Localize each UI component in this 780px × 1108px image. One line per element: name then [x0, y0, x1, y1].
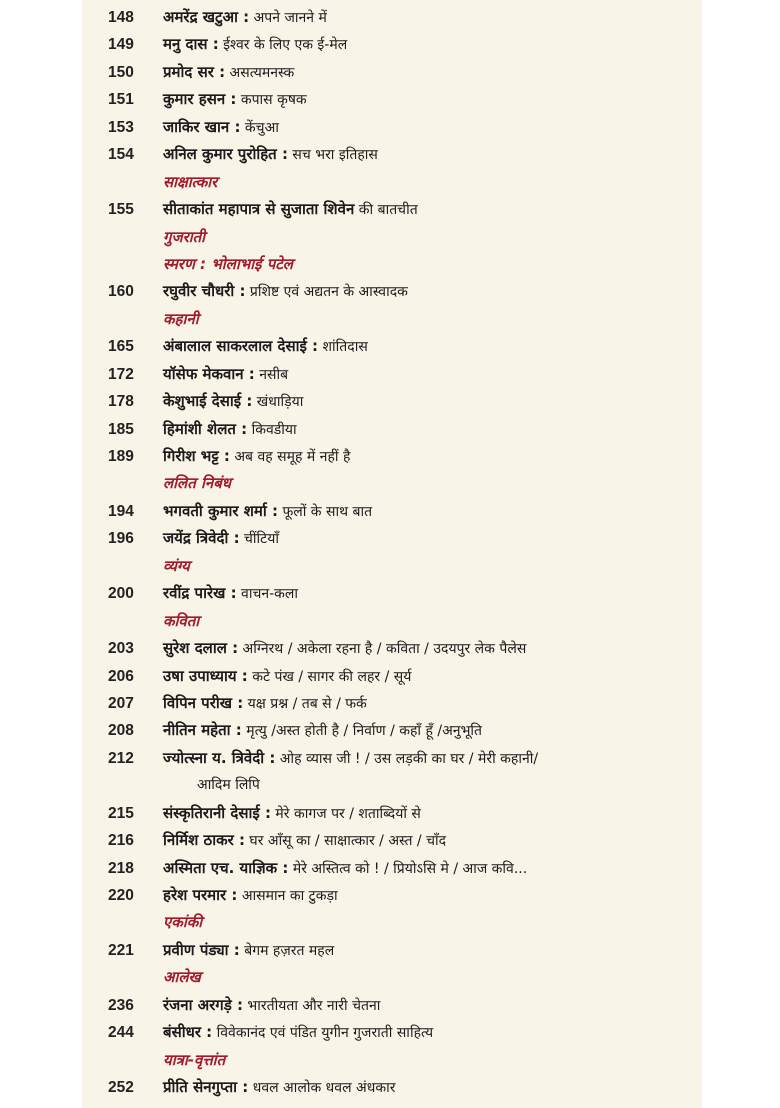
- work-title: ओह व्यास जी ! / उस लड़की का घर / मेरी कहानी/: [275, 750, 539, 767]
- toc-entry: [82, 635, 702, 662]
- work-title: केंचुआ: [240, 119, 279, 136]
- section-label: ललित निबंध: [163, 474, 231, 493]
- page-number: 155: [108, 201, 134, 219]
- author-name: प्रमोद सर :: [163, 62, 226, 81]
- page-number: 150: [108, 63, 134, 81]
- author-name: उषा उपाध्याय :: [163, 666, 248, 685]
- work-title: अब वह समूह में नहीं है: [229, 449, 351, 465]
- toc-entry: [82, 278, 702, 305]
- toc-entry: [82, 388, 702, 415]
- section-label: आलेख: [163, 968, 201, 987]
- toc-entry: [82, 663, 702, 690]
- entry-text: [163, 361, 288, 389]
- work-title: धवल आलोक धवल अंधकार: [248, 1080, 396, 1097]
- page-number: 212: [108, 749, 134, 767]
- toc-entry: [82, 59, 702, 86]
- page-number: 244: [108, 1024, 134, 1042]
- work-title: भारतीयता और नारी चेतना: [242, 997, 381, 1014]
- author-name: हिमांशी शेलत :: [163, 419, 248, 438]
- toc-entry: [82, 86, 702, 113]
- toc-entry-continuation: [82, 772, 702, 799]
- work-title: आसमान का टुकड़ा: [237, 888, 338, 904]
- section-label: कविता: [163, 611, 200, 630]
- entry-text: [163, 882, 338, 910]
- entry-text: [163, 525, 279, 553]
- toc-entry: [82, 416, 702, 443]
- work-title: कपास कृषक: [236, 92, 307, 109]
- toc-entry: [82, 717, 702, 744]
- work-title: विवेकानंद एवं पंडित युगीन गुजराती साहित्य: [212, 1025, 434, 1042]
- entry-text: [163, 580, 298, 608]
- work-title: सच भरा इतिहास: [287, 147, 378, 164]
- section-heading: [82, 553, 702, 580]
- author-name: संस्कृतिरानी देसाई :: [163, 803, 271, 822]
- work-title: कटे पंख / सागर की लहर / सूर्य: [247, 668, 412, 685]
- author-name: भगवती कुमार शर्मा :: [163, 501, 278, 520]
- section-heading: [82, 909, 702, 936]
- section-label: कहानी: [163, 309, 199, 328]
- work-title: ईश्वर के लिए एक ई-मेल: [218, 37, 348, 54]
- entry-text: [163, 196, 418, 224]
- page-number: 216: [108, 832, 134, 850]
- toc-entry: [82, 882, 702, 909]
- page-number: 165: [108, 338, 134, 356]
- author-name: गिरीश भट्ट :: [163, 447, 230, 465]
- entry-text: [163, 690, 367, 718]
- section-heading: [82, 1047, 702, 1074]
- page-number: 196: [108, 530, 134, 548]
- author-name: रवींद्र पारेख :: [163, 584, 237, 603]
- section-label: एकांकी: [163, 913, 203, 932]
- work-title: अग्निरथ / अकेला रहना है / कविता / उदयपुर लेक पैलेस: [238, 641, 527, 658]
- page-number: 236: [108, 996, 134, 1014]
- work-title: प्रशिष्ट एवं अद्यतन के आस्वादक: [245, 284, 408, 301]
- toc-entry: [82, 525, 702, 552]
- book-page: [82, 0, 702, 1108]
- work-title: अपने जानने में: [249, 10, 327, 26]
- page-number: 153: [108, 118, 134, 136]
- work-title: खंधाड़िया: [252, 394, 304, 411]
- work-title: नसीब: [254, 366, 289, 383]
- work-title: शांतिदास: [318, 339, 368, 356]
- page-number: 194: [108, 502, 134, 520]
- entry-text: [163, 827, 446, 855]
- entry-text: [163, 31, 347, 59]
- entry-text: [163, 416, 297, 444]
- author-name: निर्मिश ठाकर :: [163, 831, 245, 850]
- toc-entry: [82, 114, 702, 141]
- toc-entry: [82, 855, 702, 882]
- page-number: 220: [108, 887, 134, 904]
- toc-entry: [82, 937, 702, 964]
- entry-text: [163, 1074, 395, 1102]
- entry-text: [163, 1019, 433, 1047]
- author-name: जयेंद्र त्रिवेदी :: [163, 529, 240, 548]
- entry-text: [163, 388, 303, 416]
- work-title: चींटियाँ: [239, 531, 279, 548]
- page-number: 178: [108, 393, 134, 411]
- page-number: 200: [108, 585, 134, 603]
- author-name: मनु दास :: [163, 35, 219, 54]
- section-label: यात्रा-वृत्तांत: [163, 1050, 226, 1069]
- section-label: स्मरण : भोलाभाई पटेल: [163, 254, 293, 273]
- section-heading: [82, 306, 702, 333]
- toc-entry: [82, 196, 702, 223]
- page-number: 185: [108, 420, 134, 438]
- entry-text: [163, 141, 378, 169]
- author-name: अस्मिता एच. याज्ञिक :: [163, 858, 289, 877]
- page-number: 203: [108, 640, 134, 658]
- toc-entry: [82, 827, 702, 854]
- entry-text: [163, 635, 526, 663]
- entry-text: [163, 992, 380, 1020]
- work-title: किवडीया: [247, 421, 297, 438]
- toc-entry: [82, 4, 702, 31]
- work-title: घर आँसू का / साक्षात्कार / अस्त / चाँद: [244, 833, 447, 850]
- author-name: जाकिर खान :: [163, 117, 241, 136]
- section-heading: [82, 169, 702, 196]
- toc-entry: [82, 1074, 702, 1101]
- page-number: 160: [108, 283, 134, 301]
- work-title: असत्यमनस्क: [225, 64, 295, 81]
- work-title: मेरे अस्तित्व को ! / प्रियोऽसि मे / आज कवि...: [288, 860, 528, 877]
- section-heading: [82, 964, 702, 991]
- toc-entry: [82, 333, 702, 360]
- page-number: 207: [108, 694, 134, 712]
- page-number: 252: [108, 1079, 134, 1097]
- work-title: बेगम हज़रत महल: [239, 942, 335, 959]
- section-label: गुजराती: [163, 227, 206, 246]
- entry-text: [163, 800, 421, 828]
- page-number: 215: [108, 804, 134, 822]
- page-number: 172: [108, 365, 134, 383]
- page-number: 154: [108, 146, 134, 164]
- work-title: की बातचीत: [354, 202, 418, 219]
- toc-entry: [82, 141, 702, 168]
- author-name: हरेश परमार :: [163, 886, 238, 904]
- entry-text: [163, 114, 279, 142]
- entry-text: [163, 717, 482, 745]
- author-name: यॉसेफ मेकवान :: [163, 364, 255, 383]
- section-heading: [82, 470, 702, 497]
- section-heading: [82, 608, 702, 635]
- table-of-contents: [82, 4, 702, 1102]
- page-number: 221: [108, 941, 134, 959]
- toc-entry: [82, 443, 702, 470]
- page-number: 149: [108, 36, 134, 54]
- work-title: मृत्यु /अस्त होती है / निर्वाण / कहाँ हूँ /अनुभूति: [241, 723, 483, 740]
- author-name: अनिल कुमार पुरोहित :: [163, 145, 288, 164]
- entry-text: [163, 333, 368, 361]
- toc-entry: [82, 690, 702, 717]
- toc-entry: [82, 745, 702, 772]
- entry-text: [163, 59, 294, 87]
- author-name: अमरेंद्र खटुआ :: [163, 8, 250, 26]
- author-name: केशुभाई देसाई :: [163, 392, 253, 411]
- entry-text: [163, 745, 538, 773]
- toc-entry: [82, 800, 702, 827]
- author-name: नीतिन महेता :: [163, 721, 242, 740]
- author-name: प्रवीण पंड्या :: [163, 940, 240, 959]
- author-name: बंसीधर :: [163, 1023, 213, 1042]
- page-number: 189: [108, 448, 134, 465]
- work-title: वाचन-कला: [236, 586, 299, 603]
- page-number: 206: [108, 667, 134, 685]
- section-label: व्यंग्य: [163, 556, 190, 575]
- section-heading: [82, 224, 702, 251]
- work-title: फूलों के साथ बात: [278, 503, 373, 520]
- page-number: 151: [108, 91, 134, 109]
- page-number: 148: [108, 9, 134, 26]
- toc-entry: [82, 580, 702, 607]
- author-name: सीताकांत महापात्र से सुजाता शिवेन: [163, 200, 355, 219]
- section-heading: [82, 251, 702, 278]
- entry-text: [163, 663, 411, 691]
- author-name: विपिन परीख :: [163, 693, 244, 712]
- section-label: साक्षात्कार: [163, 172, 218, 191]
- author-name: कुमार हसन :: [163, 90, 237, 109]
- entry-text: [163, 855, 527, 883]
- entry-text: [163, 86, 307, 114]
- author-name: रंजना अरगड़े :: [163, 995, 243, 1014]
- toc-entry: [82, 361, 702, 388]
- work-title: मेरे कागज पर / शताब्दियों से: [270, 805, 421, 822]
- page-number: 218: [108, 859, 134, 877]
- work-title: आदिम लिपि: [197, 777, 260, 794]
- toc-entry: [82, 31, 702, 58]
- entry-text: [163, 278, 408, 306]
- author-name: ज्योत्स्ना य. त्रिवेदी :: [163, 748, 276, 767]
- entry-text: [163, 498, 372, 526]
- entry-text: [163, 937, 334, 965]
- work-title: यक्ष प्रश्न / तब से / फर्क: [243, 695, 367, 712]
- entry-text: [163, 4, 327, 32]
- entry-text: [163, 443, 350, 471]
- author-name: प्रीति सेनगुप्ता :: [163, 1078, 249, 1097]
- toc-entry: [82, 498, 702, 525]
- page-number: 208: [108, 722, 134, 740]
- author-name: सुरेश दलाल :: [163, 639, 239, 658]
- author-name: अंबालाल साकरलाल देसाई :: [163, 337, 319, 356]
- toc-entry: [82, 1019, 702, 1046]
- toc-entry: [82, 992, 702, 1019]
- author-name: रघुवीर चौधरी :: [163, 282, 246, 301]
